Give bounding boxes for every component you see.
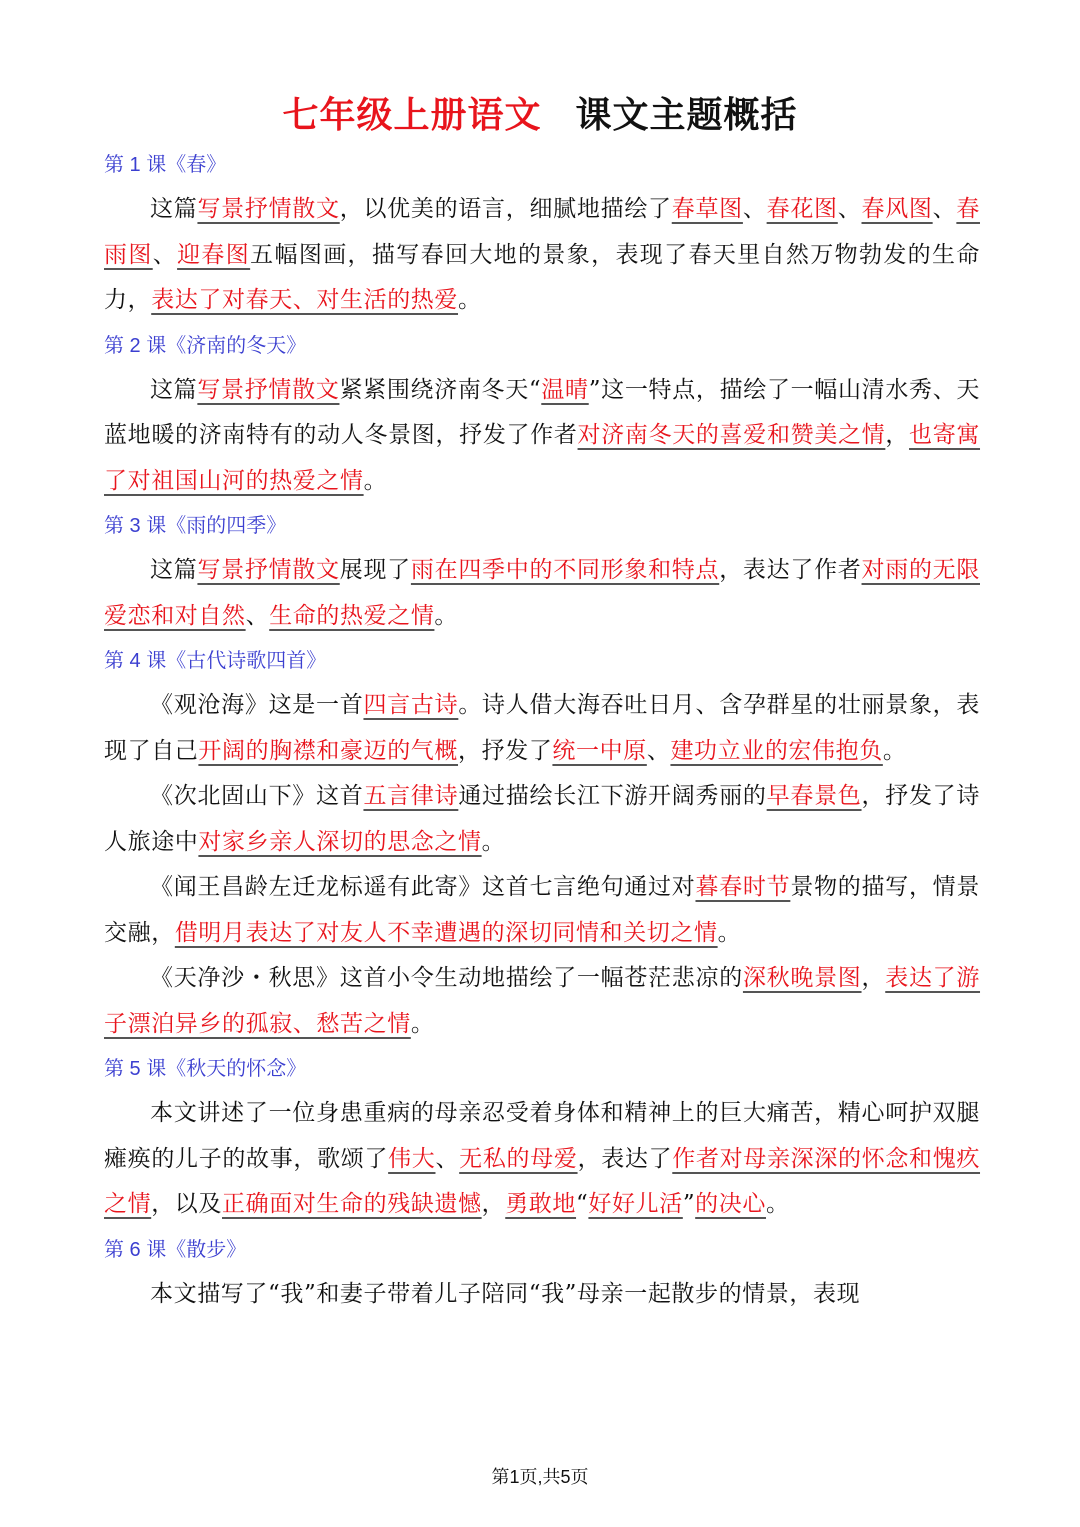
paragraph-text: 、 — [742, 196, 767, 222]
paragraph-text: ，表达了作者 — [719, 557, 862, 583]
paragraph-text: ， — [861, 965, 886, 991]
paragraph-text: 这篇 — [150, 196, 198, 222]
key-phrase: 表达了对春天、对生活的热爱 — [151, 287, 459, 313]
key-phrase: 统一中原 — [552, 737, 647, 764]
key-phrase: 对雨的无限爱恋和对自然 — [104, 557, 980, 629]
paragraph-text: 。 — [363, 467, 388, 494]
key-phrase: 春花图 — [766, 196, 838, 222]
paragraph-text: 、 — [435, 1145, 460, 1172]
key-phrase: 对济南冬天的喜爱和赞美之情 — [577, 422, 886, 448]
paragraph-text: 这篇 — [150, 557, 198, 583]
key-phrase: 正确面对生命的残缺遗憾 — [222, 1191, 482, 1217]
paragraph-text: 本文讲述了一位身患重病的母亲忍受着身体和精神上的巨大痛苦，精心呵护双腿瘫痪的儿子的故事，歌颂了 — [104, 1100, 980, 1172]
title-grade-part: 七年级上册语文 — [282, 95, 542, 136]
paragraph-text: 。 — [717, 919, 742, 946]
key-phrase: 暮春时节 — [695, 874, 791, 900]
lesson-list — [104, 143, 980, 1317]
paragraph-text: 、 — [932, 196, 957, 222]
paragraph-text: ，抒发了诗人旅途中 — [104, 783, 980, 855]
paragraph-text: 、 — [646, 737, 671, 764]
lesson-paragraph — [104, 1272, 980, 1318]
paragraph-text: ， — [481, 1191, 506, 1217]
lesson-paragraph — [104, 368, 980, 505]
paragraph-text: 五幅图画，描写春回大地的景象，表现了春天里自然万物勃发的生命力， — [104, 241, 980, 313]
lesson-heading: 第 1 课《春》 — [104, 154, 227, 176]
key-phrase: 迎春图 — [177, 241, 251, 268]
page-title — [0, 92, 1080, 140]
lesson-paragraph — [104, 865, 980, 956]
paragraph-text: 《次北固山下》这首 — [150, 783, 364, 809]
key-phrase: 建功立业的宏伟抱负 — [670, 737, 883, 764]
paragraph-text: 、 — [152, 241, 178, 268]
key-phrase: 四言古诗 — [363, 692, 459, 718]
lesson-heading: 第 3 课《雨的四季》 — [104, 515, 287, 537]
key-phrase: 对家乡亲人深切的思念之情 — [198, 828, 482, 855]
paragraph-text: ”这一特点，描绘了一幅山清水秀、天蓝地暖的济南特有的动人冬景图，抒发了作者 — [104, 376, 980, 448]
paragraph-text: 紧紧围绕济南冬天“ — [339, 376, 542, 403]
paragraph-text: 。 — [410, 1010, 435, 1037]
key-phrase: 写景抒情散文 — [197, 557, 340, 583]
key-phrase: 温晴 — [541, 376, 589, 403]
key-phrase: 深秋晚景图 — [742, 965, 862, 991]
paragraph-text: 《观沧海》这是一首 — [150, 692, 364, 718]
lesson-paragraph — [104, 683, 980, 774]
paragraph-text: ，表达了 — [577, 1145, 673, 1172]
key-phrase: 勇敢地 — [505, 1191, 577, 1217]
paragraph-text: ，以及 — [151, 1191, 223, 1217]
key-phrase: 也寄寓了对祖国山河的热爱之情 — [104, 422, 981, 494]
paragraph-text: 《天净沙・秋思》这首小令生动地描绘了一幅苍茫悲凉的 — [150, 965, 743, 991]
key-phrase: 作者对母亲深深的怀念和愧疚之情 — [104, 1145, 981, 1217]
lesson-heading: 第 5 课《秋天的怀念》 — [104, 1058, 307, 1080]
page-number: 第1页,共5页 — [491, 1467, 589, 1487]
key-phrase: 的决心 — [695, 1191, 766, 1217]
key-phrase: 生命的热爱之情 — [269, 602, 435, 629]
paragraph-text: 、 — [837, 196, 862, 222]
paragraph-text: “ — [576, 1191, 589, 1217]
key-phrase: 伟大 — [388, 1145, 436, 1172]
key-phrase: 五言律诗 — [363, 783, 459, 809]
paragraph-text: 。 — [458, 287, 482, 313]
key-phrase: 表达了游子漂泊异乡的孤寂、愁苦之情 — [104, 965, 981, 1037]
paragraph-text: 《闻王昌龄左迁龙标遥有此寄》这首七言绝句通过对 — [150, 874, 696, 900]
paragraph-text: 。诗人借大海吞吐日月、含孕群星的壮丽景象，表现了自己 — [104, 692, 981, 764]
key-phrase: 春雨图 — [104, 196, 980, 268]
key-phrase: 早春景色 — [766, 783, 862, 809]
lesson-paragraph — [104, 1091, 980, 1228]
lesson-heading: 第 6 课《散步》 — [104, 1238, 247, 1261]
key-phrase: 无私的母爱 — [459, 1145, 578, 1172]
paragraph-text: 展现了 — [339, 557, 411, 583]
paragraph-text: 。 — [765, 1191, 790, 1217]
lesson-paragraph — [104, 774, 980, 865]
key-phrase: 借明月表达了对友人不幸遭遇的深切同情和关切之情 — [174, 919, 718, 946]
key-phrase: 春草图 — [671, 196, 743, 222]
paragraph-text: 这篇 — [150, 376, 198, 403]
paragraph-text: 通过描绘长江下游开阔秀丽的 — [458, 783, 767, 809]
lesson-paragraph — [104, 548, 980, 639]
key-phrase: 春风图 — [861, 196, 933, 222]
paragraph-text: 。 — [434, 602, 459, 629]
lesson-paragraph — [104, 956, 980, 1047]
key-phrase: 开阔的胸襟和豪迈的气概 — [198, 737, 459, 764]
lesson-heading: 第 4 课《古代诗歌四首》 — [104, 650, 327, 672]
paragraph-text: ，抒发了 — [458, 737, 553, 764]
paragraph-text: 、 — [245, 602, 270, 629]
paragraph-text: ，以优美的语言，细腻地描绘了 — [339, 196, 672, 222]
key-phrase: 雨在四季中的不同形象和特点 — [410, 557, 720, 583]
key-phrase: 好好儿活 — [588, 1191, 683, 1217]
key-phrase: 写景抒情散文 — [197, 196, 340, 222]
paragraph-text: ” — [682, 1191, 696, 1217]
lesson-heading: 第 2 课《济南的冬天》 — [104, 334, 307, 357]
paragraph-text: ， — [885, 422, 910, 448]
paragraph-text: 。 — [882, 737, 907, 764]
lesson-paragraph — [104, 187, 980, 324]
title-topic-part: 课文主题概括 — [575, 95, 798, 136]
paragraph-text: 景物的描写，情景交融， — [104, 874, 980, 946]
key-phrase: 写景抒情散文 — [197, 376, 340, 403]
paragraph-text: 。 — [481, 828, 506, 855]
paragraph-text: 本文描写了“我”和妻子带着儿子陪同“我”母亲一起散步的情景，表现 — [150, 1280, 861, 1307]
